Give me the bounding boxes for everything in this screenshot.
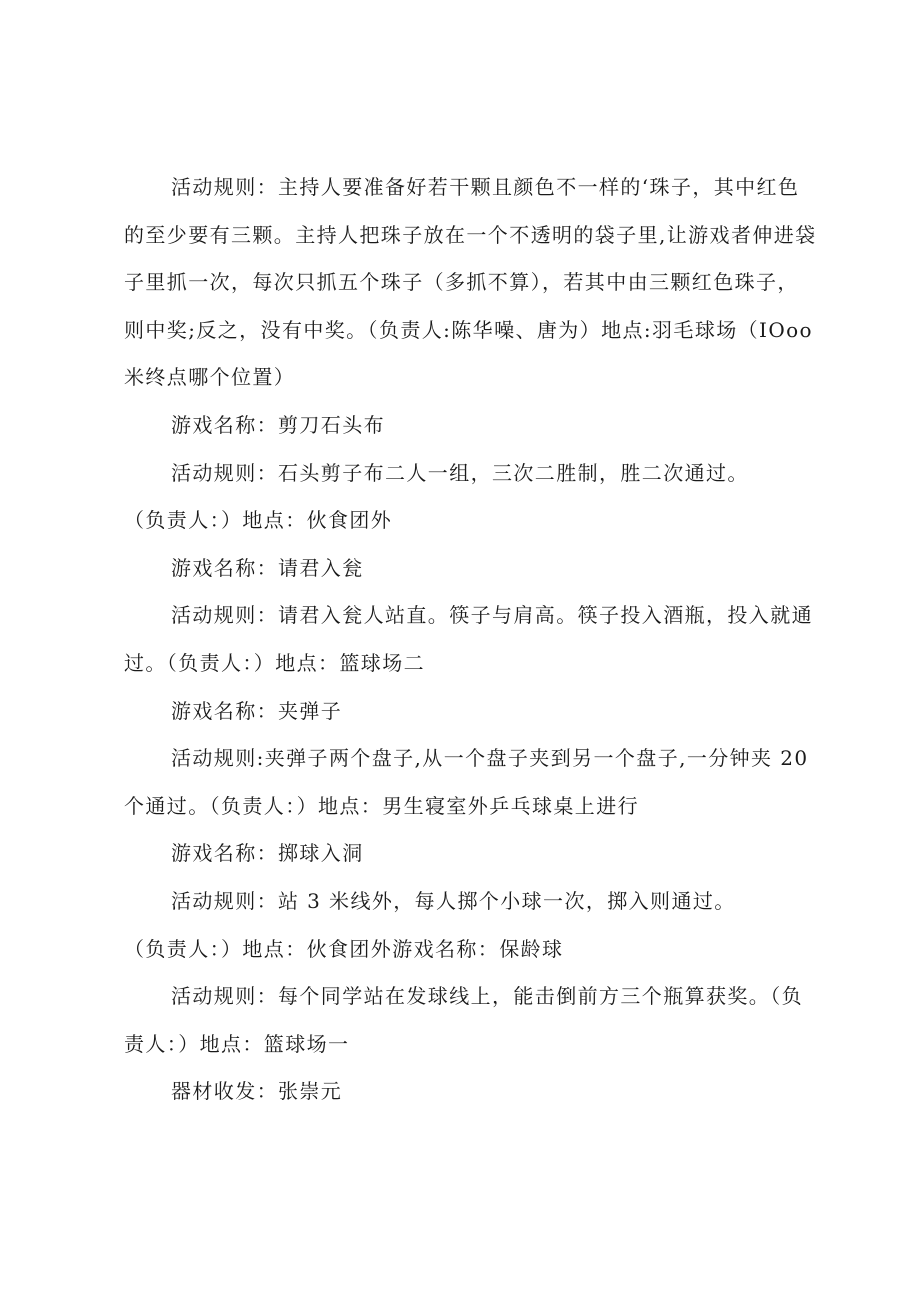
game-name-rock-paper-scissors [124,402,824,450]
rule-paragraph-marbles [124,735,824,830]
text-line: 游戏名称：夹弹子 [171,698,343,723]
text-line: 责人：）地点：篮球场一 [124,1031,350,1056]
text-line: 游戏名称：掷球入洞 [171,841,364,866]
document-body [124,164,824,1116]
game-name-jar [124,545,824,593]
text-line: （负责人：）地点：伙食团外游戏名称：保龄球 [124,936,564,961]
rule-paragraph-rps [124,450,824,498]
responsible-location-bowling [124,926,824,974]
text-line: 活动规则:夹弹子两个盘子,从一个盘子夹到另一个盘子,一分钟夹 20 [171,746,809,771]
text-line: 个通过。（负责人：）地点：男生寝室外乒乓球桌上进行 [124,793,639,818]
rule-paragraph-beads [124,164,824,402]
game-name-ball-hole [124,830,824,878]
text-line: 器材收发：张崇元 [171,1079,343,1104]
text-line: 活动规则：每个同学站在发球线上，能击倒前方三个瓶算获奖。（负 [171,984,803,1009]
text-line: 过。（负责人：）地点：篮球场二 [124,650,425,675]
text-line: 游戏名称：请君入瓮 [171,555,364,580]
rule-paragraph-jar [124,592,824,687]
responsible-location-rps [124,497,824,545]
text-line: 的至少要有三颗。主持人把珠子放在一个不透明的袋子里,让游戏者伸进袋 [124,222,817,247]
text-line: （负责人：）地点：伙食团外 [124,508,393,533]
rule-paragraph-bowling [124,973,824,1068]
rule-paragraph-ball-hole [124,878,824,926]
text-line: 则中奖;反之，没有中奖。（负责人:陈华噪、唐为）地点:羽毛球场（IOoo [124,317,813,342]
text-line: 子里抓一次，每次只抓五个珠子（多抓不算），若其中由三颗红色珠子， [124,270,799,295]
text-line: 活动规则：站 3 米线外，每人掷个小球一次，掷入则通过。 [171,888,736,913]
text-line: 游戏名称：剪刀石头布 [171,412,385,437]
text-line: 活动规则：主持人要准备好若干颗且颜色不一样的‘珠子，其中红色 [171,175,800,199]
game-name-marbles [124,688,824,736]
text-line: 活动规则：石头剪子布二人一组，三次二胜制，胜二次通过。 [171,460,749,485]
text-line: 米终点哪个位置） [124,365,296,390]
equipment-handler [124,1068,824,1116]
text-line: 活动规则：请君入瓮人站直。筷子与肩高。筷子投入酒瓶，投入就通 [171,603,813,628]
